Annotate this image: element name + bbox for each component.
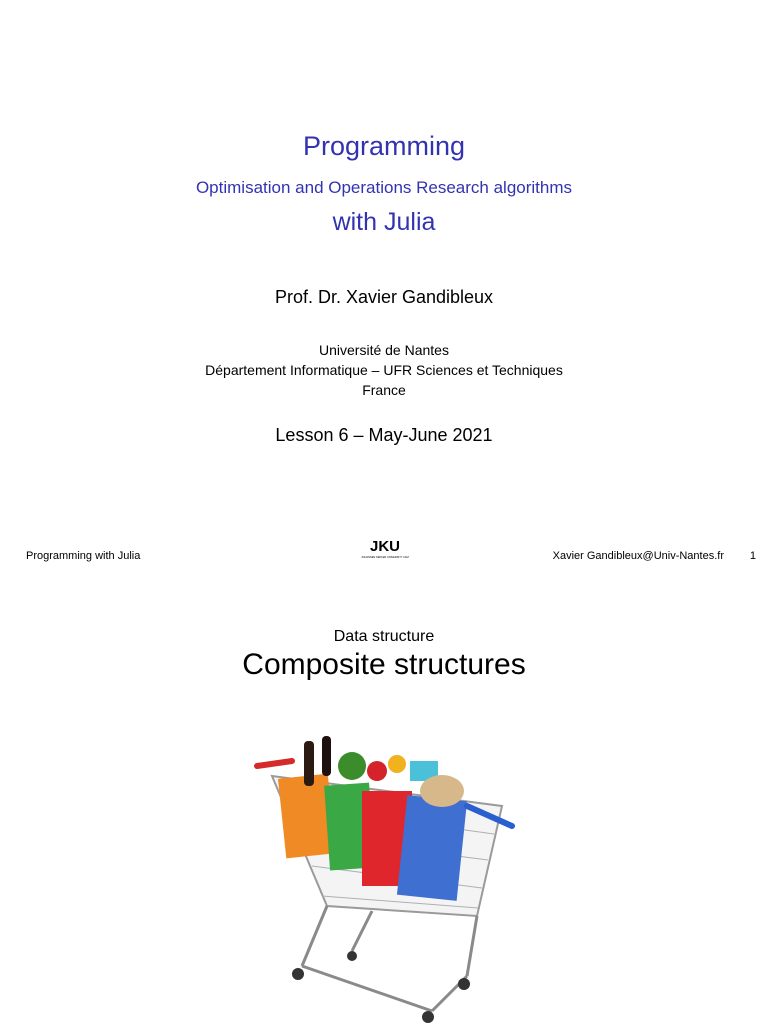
section-kicker: Data structure bbox=[333, 628, 435, 645]
footer-title: Programming with Julia bbox=[26, 550, 141, 562]
shopping-cart-icon bbox=[232, 736, 536, 1024]
institution-line-1: Université de Nantes bbox=[319, 342, 449, 358]
lesson-date: Lesson 6 – May-June 2021 bbox=[275, 425, 493, 445]
institution-line-2: Département Informatique – UFR Sciences et Techniques bbox=[205, 362, 563, 378]
page-number: 1 bbox=[749, 550, 756, 562]
footer-email: Xavier Gandibleux@Univ-Nantes.fr bbox=[552, 550, 724, 562]
content-slide bbox=[0, 576, 768, 1024]
slide-subtitle: Optimisation and Operations Research algorithms bbox=[195, 178, 573, 197]
logo-text: JKU bbox=[369, 538, 401, 555]
author-name: Prof. Dr. Xavier Gandibleux bbox=[274, 287, 494, 307]
institution-line-3: France bbox=[362, 382, 406, 398]
slide-title: Programming bbox=[302, 131, 466, 161]
slide-title-continued: with Julia bbox=[332, 208, 436, 236]
jku-logo-icon bbox=[360, 536, 410, 564]
institution bbox=[0, 340, 768, 400]
logo-subtext: JOHANNES KEPLER UNIVERSITY LINZ bbox=[361, 556, 409, 559]
frame-title: Composite structures bbox=[242, 648, 526, 681]
